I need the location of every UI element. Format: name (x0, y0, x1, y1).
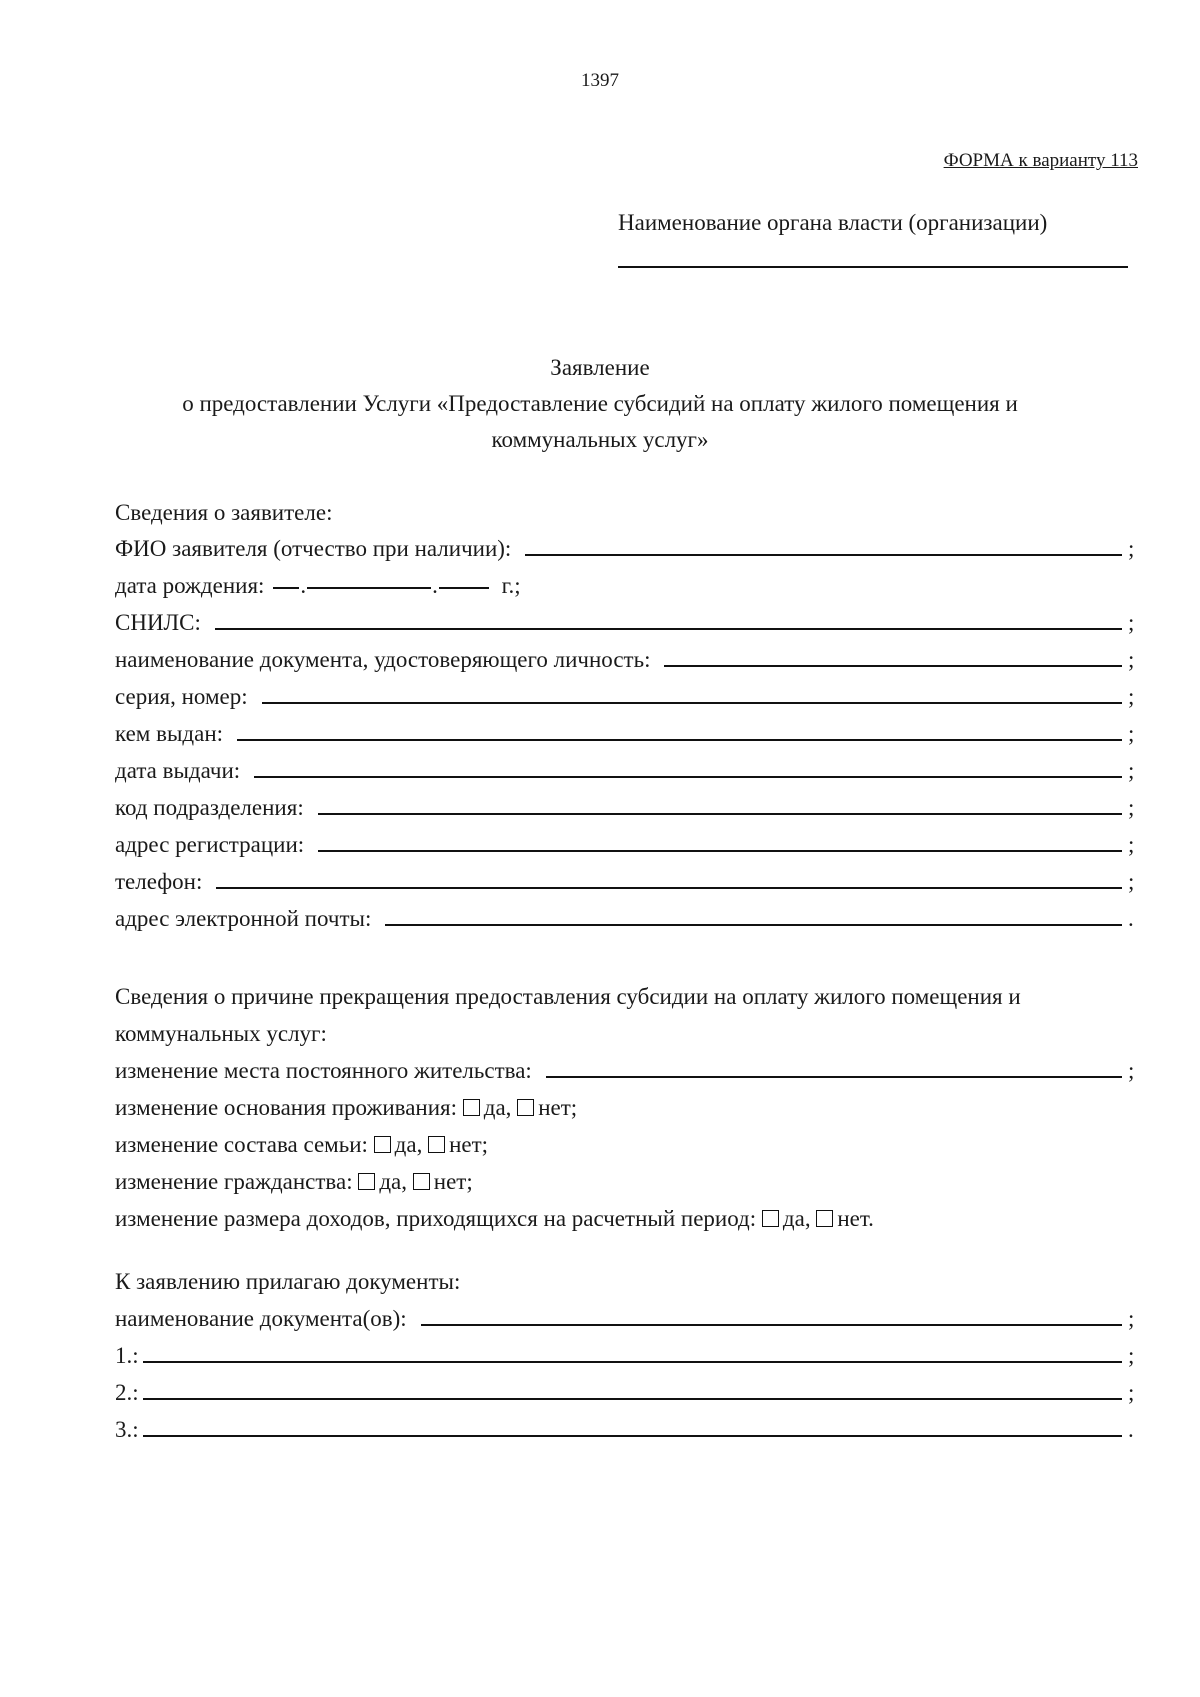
family-label: изменение состава семьи: (115, 1132, 368, 1157)
citizenship-label: изменение гражданства: (115, 1169, 353, 1194)
birth-sep: . (300, 573, 307, 598)
page-number: 1397 (581, 70, 619, 91)
issued-by-field[interactable] (237, 739, 1122, 741)
citizenship-yes-checkbox[interactable] (358, 1173, 375, 1190)
applicant-heading: Сведения о заявителе: (115, 500, 333, 525)
row-end: . (1128, 906, 1134, 931)
row-end: . (1128, 1417, 1134, 1442)
email-label: адрес электронной почты: (115, 906, 372, 931)
issued-by-label: кем выдан: (115, 721, 224, 746)
income-no-checkbox[interactable] (816, 1210, 833, 1227)
document-title: Заявление (550, 355, 650, 380)
snils-row (115, 604, 1140, 636)
id-document-label: наименование документа, удостоверяющего личность: (115, 647, 651, 672)
birth-month-field[interactable] (307, 587, 431, 589)
row-end: ; (1128, 1380, 1135, 1405)
dept-code-field[interactable] (318, 813, 1122, 815)
citizenship-row (115, 1163, 1140, 1195)
snils-field[interactable] (215, 628, 1122, 630)
yes-label: да, (483, 1095, 512, 1120)
attachment-row-2 (115, 1374, 1140, 1406)
basis-no-checkbox[interactable] (517, 1099, 534, 1116)
birth-suffix: г.; (501, 573, 521, 598)
row-end: ; (1128, 721, 1135, 746)
email-field[interactable] (385, 924, 1122, 926)
row-end: ; (1128, 1058, 1135, 1083)
row-end: ; (570, 1095, 578, 1120)
attachment-label-3: 3.: (115, 1417, 139, 1442)
row-end: ; (1128, 536, 1135, 561)
doc-names-row (115, 1300, 1140, 1332)
income-label: изменение размера доходов, приходящихся на расчетный период: (115, 1206, 757, 1231)
no-label: нет (837, 1206, 869, 1231)
reason-heading-line2: коммунальных услуг: (115, 1021, 327, 1046)
attachment-row-3 (115, 1411, 1140, 1443)
yes-label: да, (394, 1132, 423, 1157)
family-row (115, 1126, 1140, 1158)
attachments-heading: К заявлению прилагаю документы: (115, 1269, 461, 1294)
phone-row (115, 863, 1140, 895)
no-label: нет (538, 1095, 571, 1120)
fio-label: ФИО заявителя (отчество при наличии): (115, 536, 512, 561)
yes-label: да, (782, 1206, 811, 1231)
yes-label: да, (379, 1169, 408, 1194)
family-no-checkbox[interactable] (428, 1136, 445, 1153)
income-yes-checkbox[interactable] (762, 1210, 779, 1227)
residence-label: изменение места постоянного жительства: (115, 1058, 532, 1083)
attachment-label-1: 1.: (115, 1343, 139, 1368)
document-subtitle-line1: о предоставлении Услуги «Предоставление субсидий на оплату жилого помещения и (182, 391, 1018, 416)
row-end: ; (1128, 684, 1135, 709)
birth-year-field[interactable] (439, 587, 489, 589)
row-end: ; (466, 1169, 473, 1194)
document-subtitle-line2: коммунальных услуг» (491, 427, 709, 452)
attachment-row-1 (115, 1337, 1140, 1369)
reg-address-label: адрес регистрации: (115, 832, 305, 857)
birth-day-field[interactable] (273, 587, 299, 589)
basis-yes-checkbox[interactable] (463, 1099, 480, 1116)
attachment-field-2[interactable] (143, 1398, 1122, 1400)
basis-label: изменение основания проживания: (115, 1095, 458, 1120)
issue-date-row (115, 752, 1140, 784)
fio-row (115, 530, 1140, 562)
income-row (115, 1200, 1140, 1232)
row-end: ; (1128, 1306, 1135, 1331)
attachment-field-1[interactable] (143, 1361, 1122, 1363)
residence-row (115, 1052, 1140, 1084)
birth-date-label: дата рождения: (115, 573, 265, 598)
id-document-row (115, 641, 1140, 673)
citizenship-no-checkbox[interactable] (413, 1173, 430, 1190)
issued-by-row (115, 715, 1140, 747)
snils-label: СНИЛС: (115, 610, 201, 635)
row-end: ; (1128, 832, 1135, 857)
org-label: Наименование органа власти (организации) (618, 210, 1048, 235)
reg-address-field[interactable] (318, 850, 1122, 852)
series-field[interactable] (262, 702, 1122, 704)
series-label: серия, номер: (115, 684, 248, 709)
attachment-field-3[interactable] (143, 1435, 1122, 1437)
row-end: ; (1128, 795, 1135, 820)
residence-field[interactable] (546, 1076, 1122, 1078)
row-end: ; (1128, 1343, 1135, 1368)
doc-names-label: наименование документа(ов): (115, 1306, 407, 1331)
issue-date-field[interactable] (254, 776, 1122, 778)
birth-date-row (115, 567, 1140, 599)
dept-code-row (115, 789, 1140, 821)
form-reference: ФОРМА к варианту 113 (943, 150, 1138, 171)
basis-row (115, 1089, 1140, 1121)
row-end: ; (481, 1132, 489, 1157)
row-end: ; (1128, 647, 1135, 672)
reg-address-row (115, 826, 1140, 858)
phone-label: телефон: (115, 869, 203, 894)
phone-field[interactable] (216, 887, 1122, 889)
doc-names-field[interactable] (421, 1324, 1122, 1326)
org-name-field[interactable] (618, 266, 1128, 268)
row-end: . (868, 1206, 874, 1231)
row-end: ; (1128, 610, 1135, 635)
dept-code-label: код подразделения: (115, 795, 304, 820)
id-document-field[interactable] (664, 665, 1122, 667)
birth-sep: . (432, 573, 438, 598)
family-yes-checkbox[interactable] (374, 1136, 391, 1153)
reason-heading-line1: Сведения о причине прекращения предоставления субсидии на оплату жилого помещения и (115, 984, 1021, 1009)
row-end: ; (1128, 758, 1135, 783)
row-end: ; (1128, 869, 1135, 894)
no-label: нет (449, 1132, 482, 1157)
no-label: нет (433, 1169, 467, 1194)
series-row (115, 678, 1140, 710)
fio-field[interactable] (525, 554, 1122, 556)
email-row (115, 900, 1140, 932)
issue-date-label: дата выдачи: (115, 758, 241, 783)
attachment-label-2: 2.: (115, 1380, 139, 1405)
